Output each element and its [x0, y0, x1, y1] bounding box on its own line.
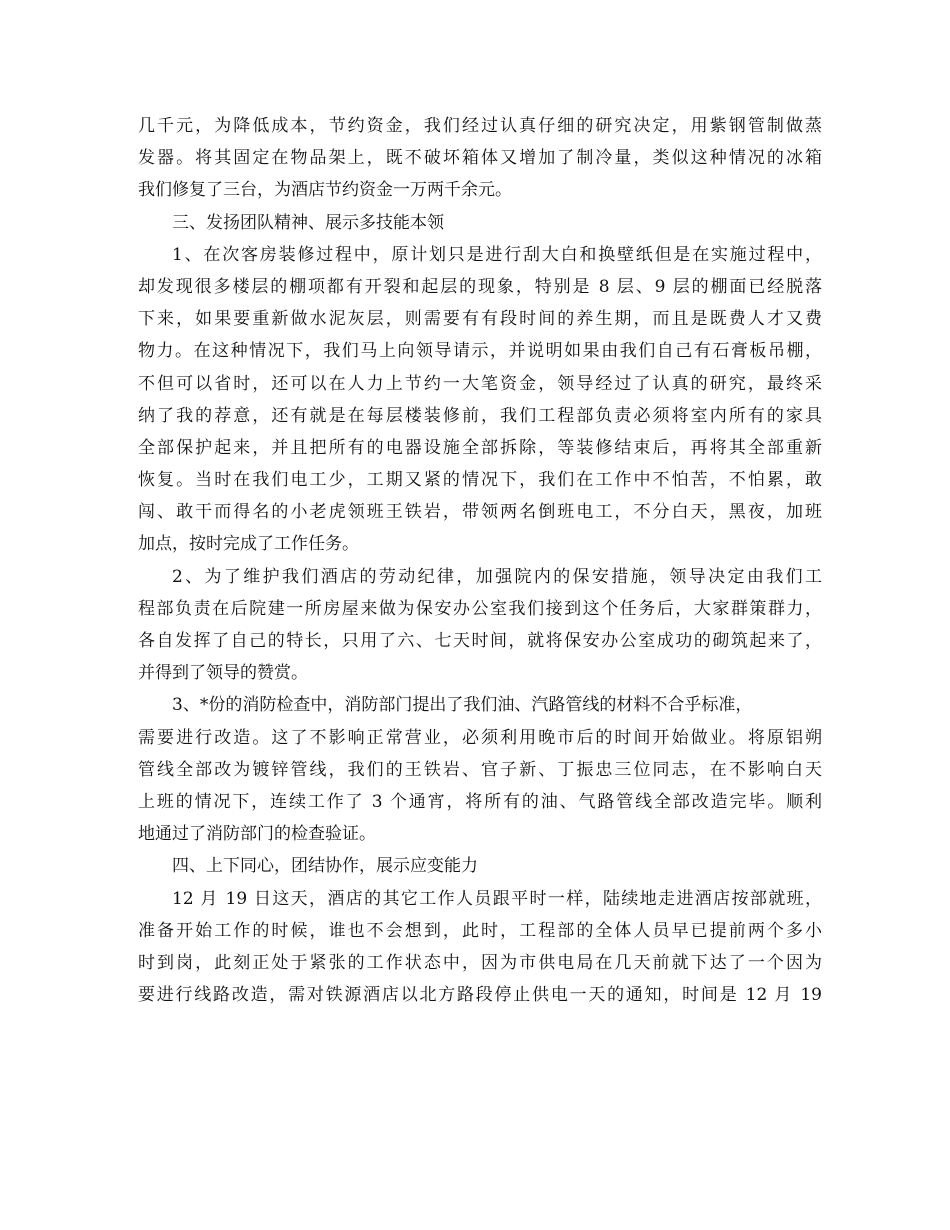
- text-line: 程部负责在后院建一所房屋来做为保安办公室我们接到这个任务后，大家群策群力，: [138, 598, 822, 619]
- text-line: 地通过了消防部门的检查验证。: [138, 824, 376, 845]
- text-line: 加点，按时完成了工作任务。: [138, 534, 359, 555]
- text-line: 并得到了领导的赞赏。: [138, 663, 308, 684]
- text-line: 四、上下同心，团结协作，展示应变能力: [172, 856, 478, 877]
- text-line: 时到岗，此刻正处于紧张的工作状态中，因为市供电局在几天前就下达了一个因为: [138, 952, 822, 973]
- text-line: 2、为了维护我们酒店的劳动纪律，加强院内的保安措施，领导决定由我们工: [172, 566, 822, 587]
- text-line: 管线全部改为镀锌管线，我们的王铁岩、官子新、丁振忠三位同志，在不影响白天: [138, 759, 822, 780]
- text-line: 不但可以省时，还可以在人力上节约一大笔资金，领导经过了认真的研究，最终采: [138, 373, 822, 394]
- text-line: 各自发挥了自己的特长，只用了六、七天时间，就将保安办公室成功的砌筑起来了，: [138, 631, 822, 651]
- text-line: 全部保护起来，并且把所有的电器设施全部拆除，等装修结束后，再将其全部重新: [138, 437, 822, 458]
- text-line: 几千元，为降低成本，节约资金，我们经过认真仔细的研究决定，用紫钢管制做蒸: [138, 116, 822, 136]
- text-line: 需要进行改造。这了不影响正常营业，必须利用晚市后的时间开始做业。将原铝朔: [138, 727, 822, 748]
- text-line: 纳了我的荐意，还有就是在每层楼装修前，我们工程部负责必须将室内所有的家具: [138, 405, 822, 426]
- text-line: 恢复。当时在我们电工少，工期又紧的情况下，我们在工作中不怕苦，不怕累，敢: [138, 470, 822, 491]
- text-line: 1、在次客房装修过程中，原计划只是进行刮大白和换壁纸但是在实施过程中，: [172, 244, 822, 265]
- text-line: 下来，如果要重新做水泥灰层，则需要有有段时间的养生期，而且是既费人才又费: [138, 309, 822, 330]
- text-line: 物力。在这种情况下，我们马上向领导请示，并说明如果由我们自己有石膏板吊棚，: [138, 341, 822, 362]
- text-line: 三、发扬团队精神、展示多技能本领: [172, 212, 444, 233]
- text-line: 3、*份的消防检查中，消防部门提出了我们油、汽路管线的材料不合乎标准，: [172, 695, 753, 716]
- text-line: 闯、敢干而得名的小老虎领班王铁岩，带领两名倒班电工，不分白天，黑夜，加班: [138, 502, 822, 523]
- text-line: 我们修复了三台，为酒店节约资金一万两千余元。: [138, 180, 512, 201]
- text-line: 上班的情况下，连续工作了 3 个通宵，将所有的油、气路管线全部改造完毕。顺利: [138, 791, 822, 812]
- text-line: 要进行线路改造，需对铁源酒店以北方路段停止供电一天的通知，时间是 12 月 19: [138, 985, 822, 1006]
- text-line: 12 月 19 日这天，酒店的其它工作人员跟平时一样，陆续地走进酒店按部就班，: [172, 888, 822, 909]
- text-line: 发器。将其固定在物品架上，既不破坏箱体又增加了制冷量，类似这种情况的冰箱: [138, 148, 822, 169]
- text-line: 准备开始工作的时候，谁也不会想到，此时，工程部的全体人员早已提前两个多小: [138, 920, 822, 941]
- text-line: 却发现很多楼层的棚项都有开裂和起层的现象，特别是 8 层、9 层的棚面已经脱落: [138, 276, 822, 297]
